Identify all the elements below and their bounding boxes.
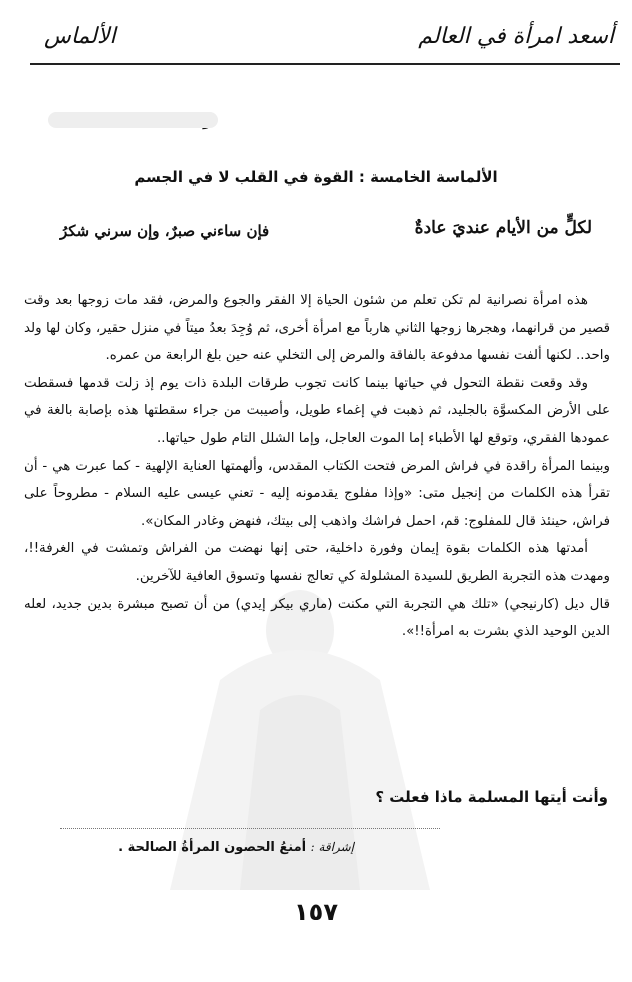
- insight: [118, 840, 354, 855]
- section-heading: الألماسة الخامسة : القوة في القلب لا في الجسم: [134, 168, 498, 186]
- paragraph: وبينما المرأة راقدة في فراش المرض فتحت الكتاب المقدس، وألهمتها العناية الإلهية - كما عبرت هي - أن تقرأ هذه الكلمات من إنجيل متى: «وإذا مفلوج يقدمونه إليه - تعني عيسى عليه السلام - مطروحاً على فراش، حينئذ قال للمفلوج: قم، احمل فراشك واذهب إلى بيتك، فنهض وغادر المكان».: [24, 458, 610, 529]
- verse-first-hemistich: لكلٍّ من الأيام عنديَ عادةٌ: [414, 218, 592, 238]
- paragraph: هذه امرأة نصرانية لم تكن تعلم من شئون الحياة إلا الفقر والجوع والمرض، فقد مات زوجها بعد وقت قصير من قرانهما، وهجرها زوجها الثاني هارباً مع امرأة أخرى، ثم وُجِدَ بعدُ ميتاً في منزل حقير، وكان لها ولد واحد.. لكنها ألفت نفسها مدفوعة بالفاقة والمرض إلى التخلي عنه حين بلغ الرابعة من عمره.: [24, 293, 610, 364]
- paragraph: قال ديل (كارنيجي) «تلك هي التجربة التي مكنت (ماري بيكر إيدي) من أن تصبح مبشرة بدين جديد، لعله الدين الوحيد الذي بشرت به امرأة!!».: [24, 596, 610, 640]
- paragraph: وقد وقعت نقطة التحول في حياتها بينما كانت تجوب طرقات البلدة ذات يوم إذ زلت قدمها فسقطت على الأرض المكسوَّة بالجليد، ثم ذهبت في إغماء طويل، وأصيبت من جراء سقطتها هذه بإصابة بالغة في عمودها الفقري، وتوقع لها الأطباء إما الموت العاجل، وإما الشلل التام طول حياتها..: [24, 375, 610, 446]
- verse-second-hemistich: فإن ساءني صبرٌ، وإن سرني شكرُ: [60, 222, 270, 240]
- page-number: ١٥٧: [294, 898, 338, 926]
- header-divider: [30, 63, 620, 65]
- book-title: أسعد امرأة في العالم: [418, 24, 614, 49]
- chapter-title: الألماس: [44, 24, 116, 49]
- closing-question: وأنت أيتها المسلمة ماذا فعلت ؟: [375, 788, 608, 806]
- paragraph: أمدتها هذه الكلمات بقوة إيمان وفورة داخلية، حتى إنها نهضت من الفراش وتمشت في الغرفة!!، ومهدت هذه التجربة الطريق للسيدة المشلولة كي تعالج نفسها وتسوق العافية للآخرين.: [24, 541, 610, 584]
- insight-label: إشراقة :: [310, 840, 354, 854]
- faded-flash-text: [48, 112, 218, 128]
- footer-divider: [60, 828, 440, 830]
- body-text: [24, 287, 610, 646]
- insight-text: أمنعُ الحصون المرأةُ الصالحة .: [118, 840, 307, 855]
